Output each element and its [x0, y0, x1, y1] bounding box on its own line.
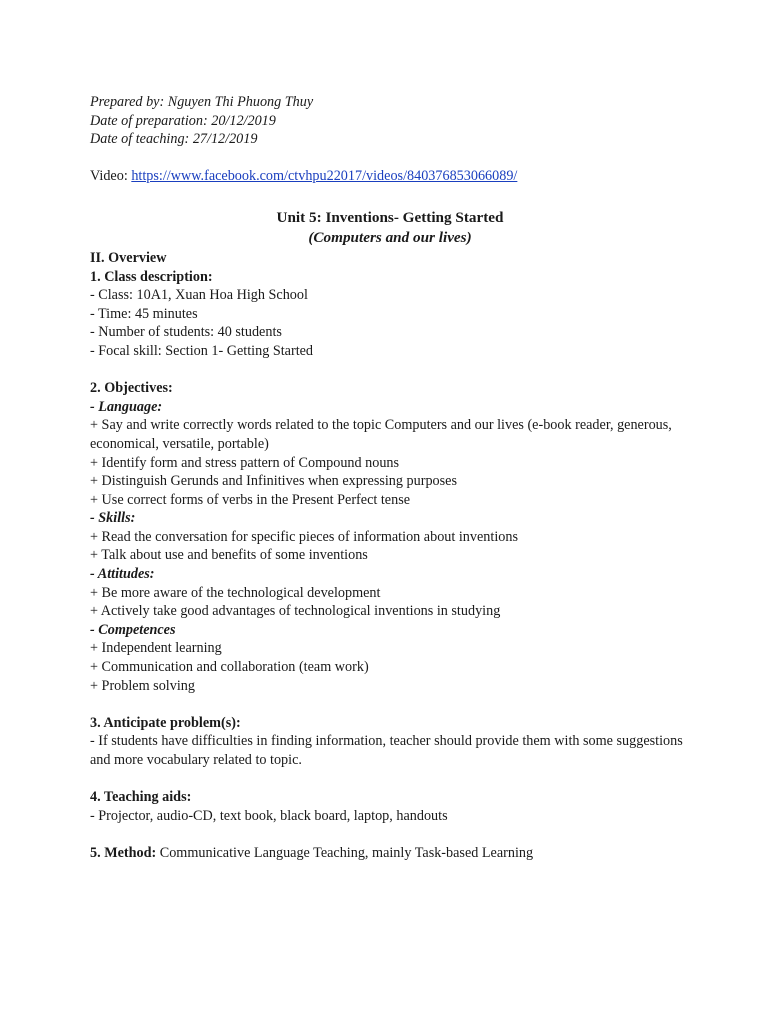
list-item: + Read the conversation for specific pieces of information about inventions	[90, 528, 518, 545]
list-item: + Distinguish Gerunds and Infinitives when expressing purposes	[90, 473, 457, 490]
list-item: + Use correct forms of verbs in the Present Perfect tense	[90, 491, 411, 508]
spacer	[90, 149, 690, 168]
list-item: + Talk about use and benefits of some inventions	[90, 547, 368, 564]
list-item: + Communication and collaboration (team work)	[90, 659, 369, 676]
spacer	[90, 186, 690, 206]
list-item: + Problem solving	[90, 677, 195, 694]
language-heading: - Language:	[90, 398, 163, 415]
prepared-by: Prepared by: Nguyen Thi Phuong Thuy	[90, 94, 314, 110]
list-item: + Actively take good advantages of technological inventions in studying	[90, 603, 501, 620]
spacer	[90, 825, 690, 844]
list-item: + Independent learning	[90, 640, 222, 657]
document-page	[90, 93, 690, 863]
date-of-preparation: Date of preparation: 20/12/2019	[90, 112, 276, 129]
class-description-heading: 1. Class description:	[90, 268, 213, 285]
attitudes-heading: - Attitudes:	[90, 566, 155, 583]
list-item: + Be more aware of the technological development	[90, 584, 381, 601]
list-item: - Number of students: 40 students	[90, 324, 282, 341]
spacer	[90, 695, 690, 714]
method-text: Communicative Language Teaching, mainly Task-based Learning	[156, 844, 534, 861]
list-item: - Class: 10A1, Xuan Hoa High School	[90, 287, 308, 304]
method-heading: 5. Method:	[90, 844, 157, 861]
spacer	[90, 361, 690, 380]
objectives-heading: 2. Objectives:	[90, 380, 173, 397]
teaching-aids-text: - Projector, audio-CD, text book, black board, laptop, handouts	[90, 807, 448, 824]
list-item: + Say and write correctly words related to the topic Computers and our lives (e-book reader, generous, economical, versatile, portable)	[90, 417, 672, 452]
anticipate-text: - If students have difficulties in finding information, teacher should provide them with some suggestions and more vocabulary related to topic.	[90, 733, 683, 768]
video-label: Video:	[90, 168, 132, 185]
page-title: Unit 5: Inventions- Getting Started	[276, 208, 504, 226]
overview-heading: II. Overview	[90, 249, 167, 266]
skills-heading: - Skills:	[90, 510, 136, 527]
teaching-aids-heading: 4. Teaching aids:	[90, 789, 192, 806]
video-line	[90, 167, 690, 186]
video-link[interactable]: https://www.facebook.com/ctvhpu22017/videos/840376853066089/	[131, 168, 518, 185]
anticipate-heading: 3. Anticipate problem(s):	[90, 714, 241, 731]
page-subtitle: (Computers and our lives)	[308, 228, 472, 246]
list-item: + Identify form and stress pattern of Compound nouns	[90, 454, 400, 471]
method-line	[90, 844, 690, 863]
list-item: - Focal skill: Section 1- Getting Started	[90, 342, 314, 359]
date-of-teaching: Date of teaching: 27/12/2019	[90, 131, 258, 148]
list-item: - Time: 45 minutes	[90, 305, 198, 322]
competences-heading: - Competences	[90, 621, 176, 638]
spacer	[90, 770, 690, 789]
